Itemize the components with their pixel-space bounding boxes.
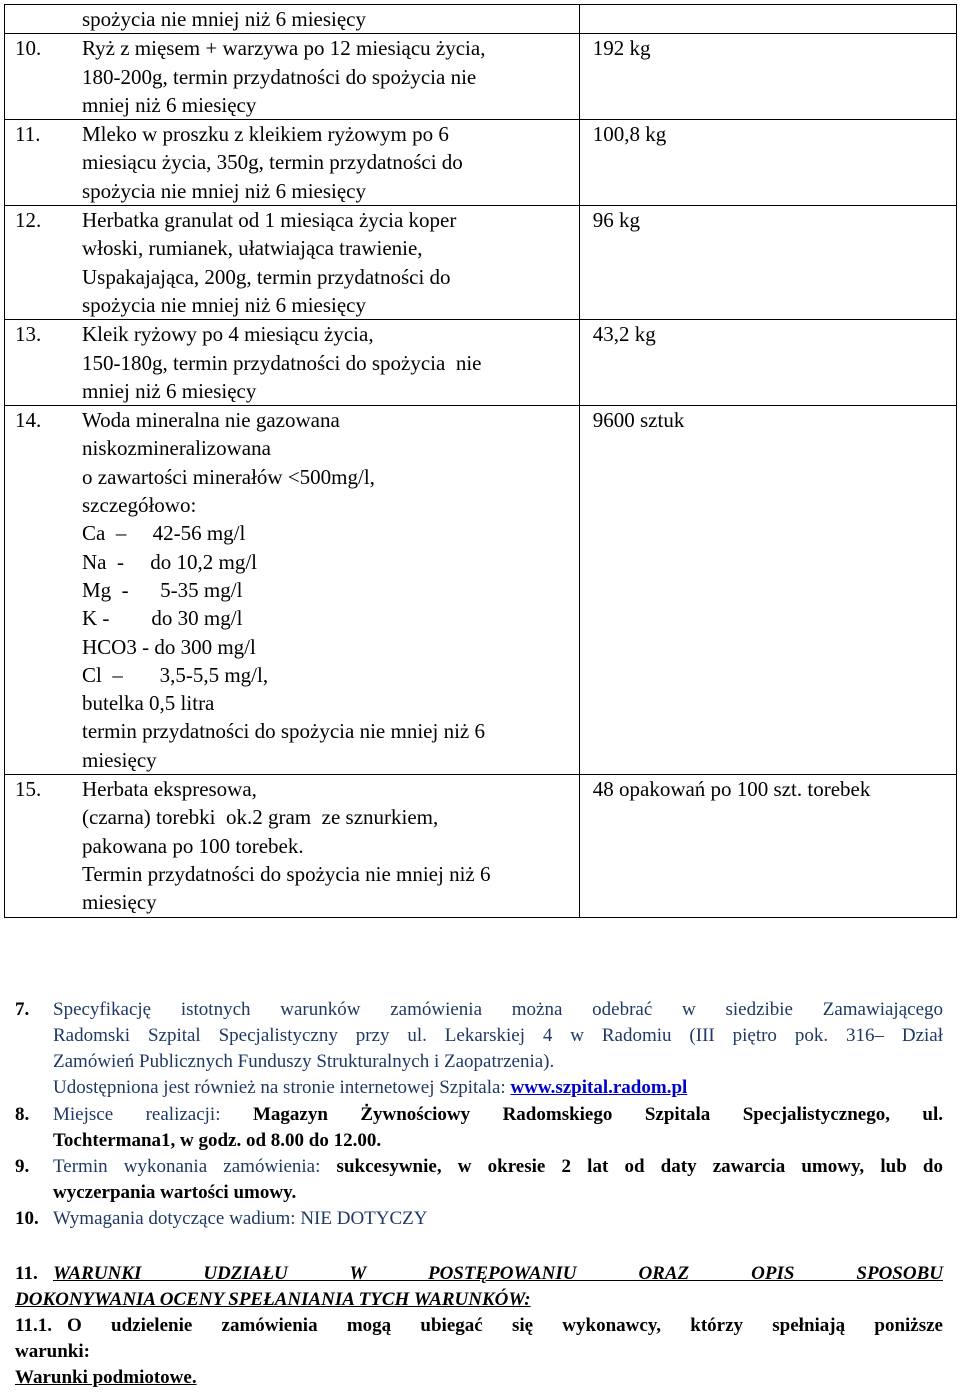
item-description-line: Mleko w proszku z kleikiem ryżowym po 6 — [82, 122, 449, 147]
quantity-cell — [579, 34, 956, 120]
section-7-line-2: Radomski Szpital Specjalistyczny przy ul. Lekarskiej 4 w Radomiu (III piętro pok. 316– Dział — [53, 1025, 943, 1046]
item-description-line: miesięcy — [82, 890, 157, 915]
item-description-line: Ryż z mięsem + warzywa po 12 miesiącu życia, — [82, 36, 486, 61]
item-description-line: Kleik ryżowy po 4 miesiącu życia, — [82, 322, 374, 347]
item-quantity: 192 kg — [592, 36, 651, 61]
item-description-line: Herbatka granulat od 1 miesiąca życia koper — [82, 208, 457, 233]
item-description-line: Woda mineralna nie gazowana — [82, 408, 340, 433]
item-description-line: spożycia nie mniej niż 6 miesięcy — [82, 178, 366, 203]
item-description-line: Herbata ekspresowa, — [82, 777, 257, 802]
item-description-line: termin przydatności do spożycia nie mniej niż 6 — [82, 719, 485, 744]
section-number: 8. — [15, 1104, 30, 1125]
section-7-line-1: Specyfikację istotnych warunków zamówienia można odebrać w siedzibie Zamawiającego — [53, 999, 943, 1020]
item-description-line: Termin przydatności do spożycia nie mniej niż 6 — [82, 861, 491, 886]
item-quantity: 100,8 kg — [592, 122, 667, 147]
subjective-conditions-heading: Warunki podmiotowe. — [15, 1367, 197, 1388]
item-description-line: miesiącu życia, 350g, termin przydatności do — [82, 150, 463, 175]
item-description-line: pakowana po 100 torebek. — [82, 833, 304, 858]
table-row — [5, 775, 957, 917]
item-description-line: niskozmineralizowana — [82, 436, 271, 461]
section-7-line-4-text: Udostępniona jest również na stronie internetowej Szpitala: — [53, 1077, 511, 1098]
item-description-line: Ca – 42-56 mg/l — [82, 521, 246, 546]
description-cell — [5, 34, 580, 120]
table-row — [5, 206, 957, 320]
item-description-line: HCO3 - do 300 mg/l — [82, 634, 256, 659]
section-8-bold-1: Magazyn Żywnościowy Radomskiego Szpitala Specjalistycznego, ul. — [252, 1104, 943, 1125]
section-number: 7. — [15, 999, 30, 1020]
description-cell — [5, 5, 580, 34]
item-description-line: miesięcy — [82, 747, 157, 772]
description-cell — [5, 120, 580, 206]
quantity-cell — [579, 320, 956, 406]
hospital-website-link[interactable]: www.szpital.radom.pl — [510, 1077, 688, 1098]
section-8-bold-2: Tochtermana1, w godz. od 8.00 do 12.00. — [53, 1130, 382, 1151]
section-9-bold-2: wyczerpania wartości umowy. — [53, 1182, 297, 1203]
item-description-line: K - do 30 mg/l — [82, 606, 243, 631]
item-number: 11. — [15, 122, 41, 147]
quantity-cell — [579, 775, 956, 917]
item-number: 13. — [15, 322, 42, 347]
description-cell — [5, 320, 580, 406]
description-cell — [5, 206, 580, 320]
section-9-bold-1: sukcesywnie, w okresie 2 lat od daty zawarcia umowy, lub do — [336, 1156, 943, 1177]
item-quantity: 9600 sztuk — [592, 408, 685, 433]
item-description-line: szczegółowo: — [82, 493, 197, 518]
item-description-line: butelka 0,5 litra — [82, 691, 215, 716]
table-row — [5, 5, 957, 34]
section-7 — [15, 997, 943, 1101]
item-number: 10. — [15, 36, 42, 61]
table-body — [5, 34, 957, 917]
item-quantity: 48 opakowań po 100 szt. torebek — [592, 777, 871, 802]
item-number: 15. — [15, 777, 42, 802]
item-description-line: mniej niż 6 miesięcy — [82, 92, 257, 117]
section-11 — [15, 1261, 943, 1391]
item-quantity: 96 kg — [592, 208, 640, 233]
description-cell — [5, 406, 580, 775]
quantity-cell — [579, 5, 956, 34]
description-cell — [5, 775, 580, 917]
quantity-cell — [579, 406, 956, 775]
row-fragment-text: spożycia nie mniej niż 6 miesięcy — [82, 7, 366, 31]
section-11-1-line-2: warunki: — [15, 1341, 90, 1362]
table-row — [5, 406, 957, 775]
item-number: 14. — [15, 408, 42, 433]
item-description-line: 180-200g, termin przydatności do spożycia nie — [82, 64, 477, 89]
section-9-label: Termin wykonania zamówienia: — [53, 1156, 337, 1177]
section-8-label: Miejsce realizacji: — [53, 1104, 253, 1125]
section-9 — [15, 1154, 943, 1206]
table-row — [5, 320, 957, 406]
item-description-line: Na - do 10,2 mg/l — [82, 549, 257, 574]
quantity-cell — [579, 206, 956, 320]
section-11-heading-1: WARUNKI UDZIAŁU W POSTĘPOWANIU ORAZ OPIS SPOSOBU — [53, 1263, 943, 1284]
item-description-line: (czarna) torebki ok.2 gram ze sznurkiem, — [82, 805, 439, 830]
section-10 — [15, 1206, 943, 1232]
quantity-cell — [579, 120, 956, 206]
item-description-line: mniej niż 6 miesięcy — [82, 378, 257, 403]
item-description-line: o zawartości minerałów <500mg/l, — [82, 464, 375, 489]
section-11-1-number: 11.1. — [15, 1315, 52, 1336]
section-8 — [15, 1102, 943, 1154]
item-description-line: Uspakajająca, 200g, termin przydatności do — [82, 264, 451, 289]
section-number: 10. — [15, 1208, 39, 1229]
section-7-line-3: Zamówień Publicznych Funduszy Strukturalnych i Zaopatrzenia). — [53, 1051, 555, 1072]
item-description-line: 150-180g, termin przydatności do spożycia nie — [82, 350, 482, 375]
item-description-line: Cl – 3,5-5,5 mg/l, — [82, 662, 269, 687]
item-description-line: spożycia nie mniej niż 6 miesięcy — [82, 292, 366, 317]
item-description-line: włoski, rumianek, ułatwiająca trawienie, — [82, 236, 423, 261]
section-number: 11. — [15, 1263, 38, 1284]
items-table — [4, 4, 957, 918]
item-quantity: 43,2 kg — [592, 322, 656, 347]
table-row — [5, 34, 957, 120]
section-11-1-line-1: O udzielenie zamówienia mogą ubiegać się wykonawcy, którzy spełniają poniższe — [67, 1315, 943, 1336]
item-number: 12. — [15, 208, 42, 233]
section-11-heading-2: DOKONYWANIA OCENY SPEŁANIANIA TYCH WARUNKÓW: — [15, 1289, 531, 1310]
item-description-line: Mg - 5-35 mg/l — [82, 577, 243, 602]
section-number: 9. — [15, 1156, 30, 1177]
section-10-text: Wymagania dotyczące wadium: NIE DOTYCZY — [53, 1208, 428, 1229]
section-7-line-4 — [53, 1075, 943, 1101]
table-row — [5, 120, 957, 206]
